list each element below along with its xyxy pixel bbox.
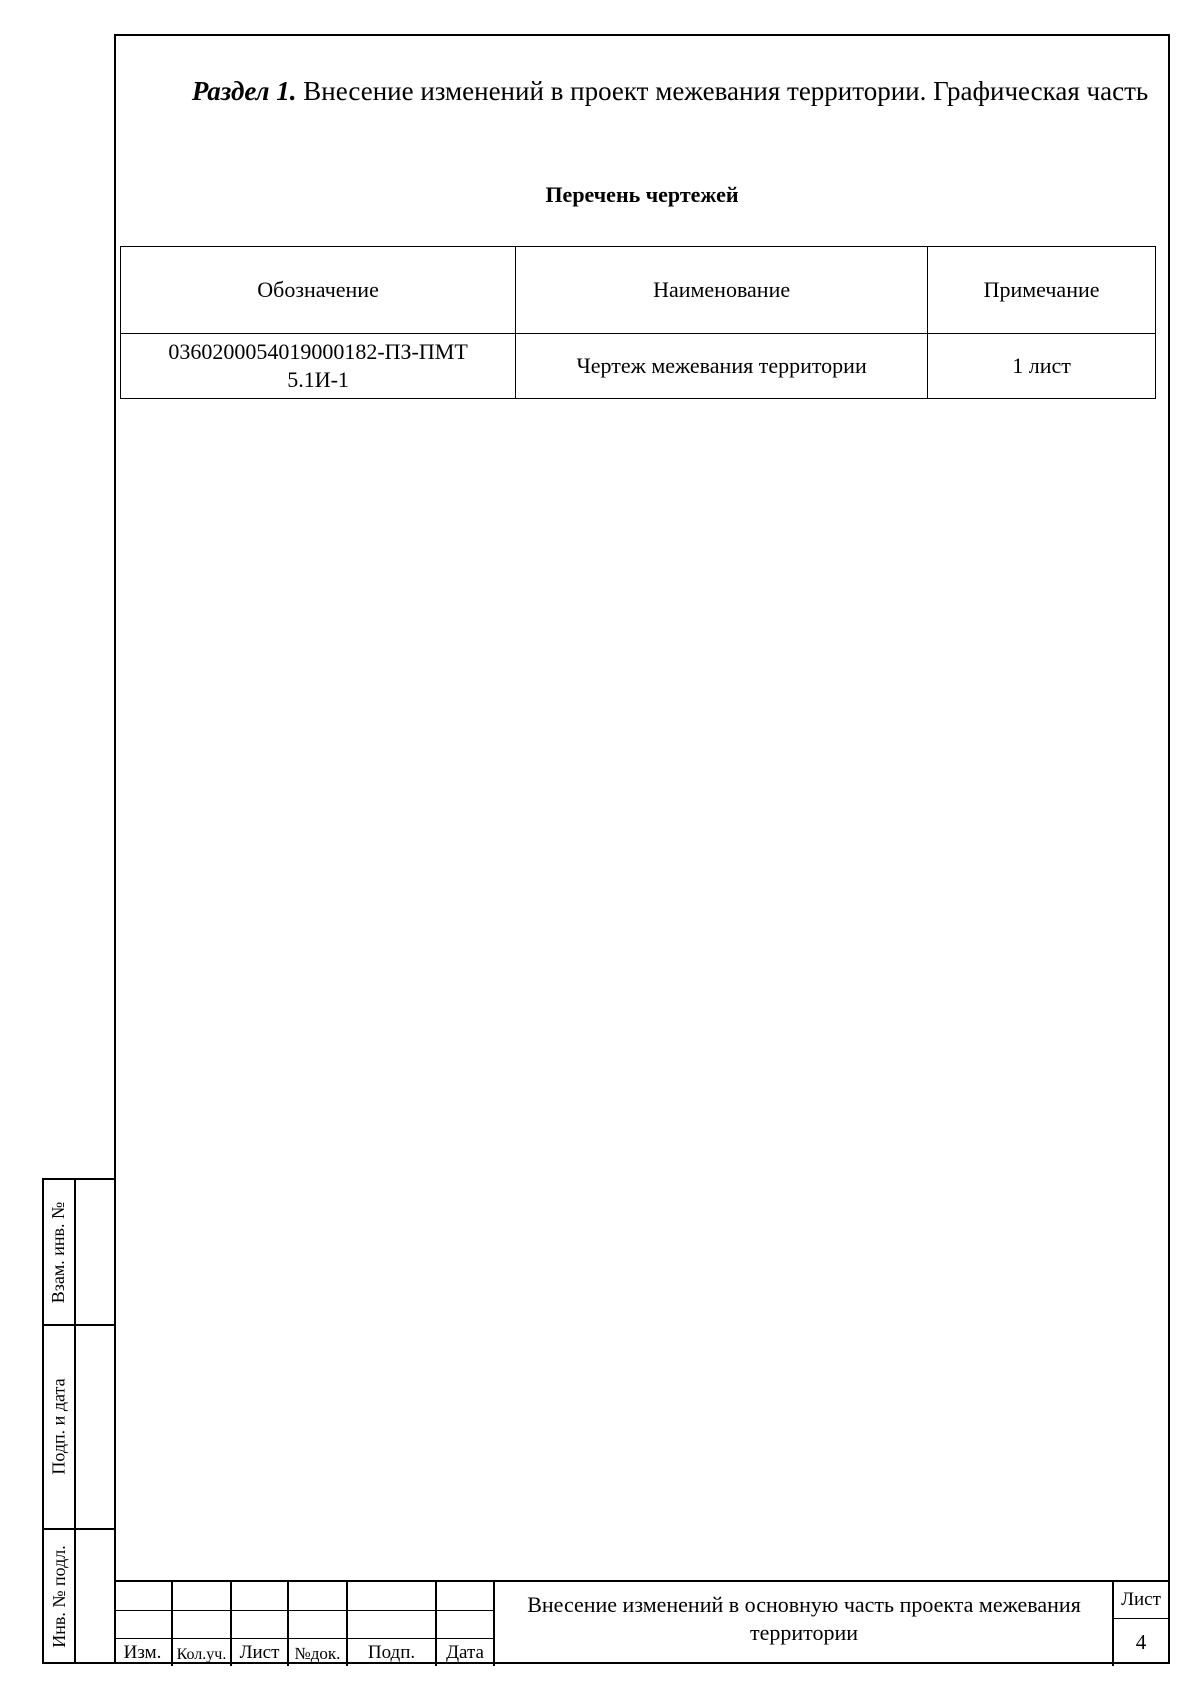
cell-name: Чертеж межевания территории [516, 334, 928, 399]
cell-designation [121, 334, 516, 399]
tb-col-date: Дата [437, 1582, 495, 1666]
table-header-row [121, 247, 1156, 334]
section-label: Раздел 1. [191, 76, 297, 106]
section-heading [180, 72, 1160, 110]
tb-col-sheet: Лист [232, 1582, 289, 1666]
sheet-label: Лист [1114, 1582, 1168, 1619]
tb-col-count: Кол.уч. [173, 1582, 232, 1666]
header-designation: Обозначение [121, 247, 516, 334]
title-block-title: Внесение изменений в основную часть проекта межевания территории [527, 1592, 1081, 1645]
title-block [114, 1580, 1170, 1666]
tb-col-change: Изм. [114, 1582, 173, 1666]
side-stamp [42, 1178, 114, 1664]
table-row [121, 334, 1156, 399]
side-label-replacement: Взам. инв. № [48, 1201, 69, 1303]
cell-note: 1 лист [928, 334, 1156, 399]
section-title: Внесение изменений в проект межевания территории. Графическая часть [303, 76, 1149, 106]
designation-code: 036020005401900018​2-ПЗ-ПМТ5.1И-1 [168, 339, 468, 392]
drawings-list-title: Перечень чертежей [545, 182, 739, 207]
side-label-original-inventory: Инв. № подл. [48, 1544, 69, 1648]
side-label-signature-date: Подп. и дата [48, 1377, 69, 1475]
drawings-table [120, 246, 1156, 399]
header-note: Примечание [928, 247, 1156, 334]
sheet-box [1112, 1582, 1168, 1666]
header-name: Наименование [516, 247, 928, 334]
tb-col-doc: №док. [289, 1582, 348, 1666]
tb-col-signature: Подп. [348, 1582, 437, 1666]
sheet-number: 4 [1135, 1630, 1147, 1654]
